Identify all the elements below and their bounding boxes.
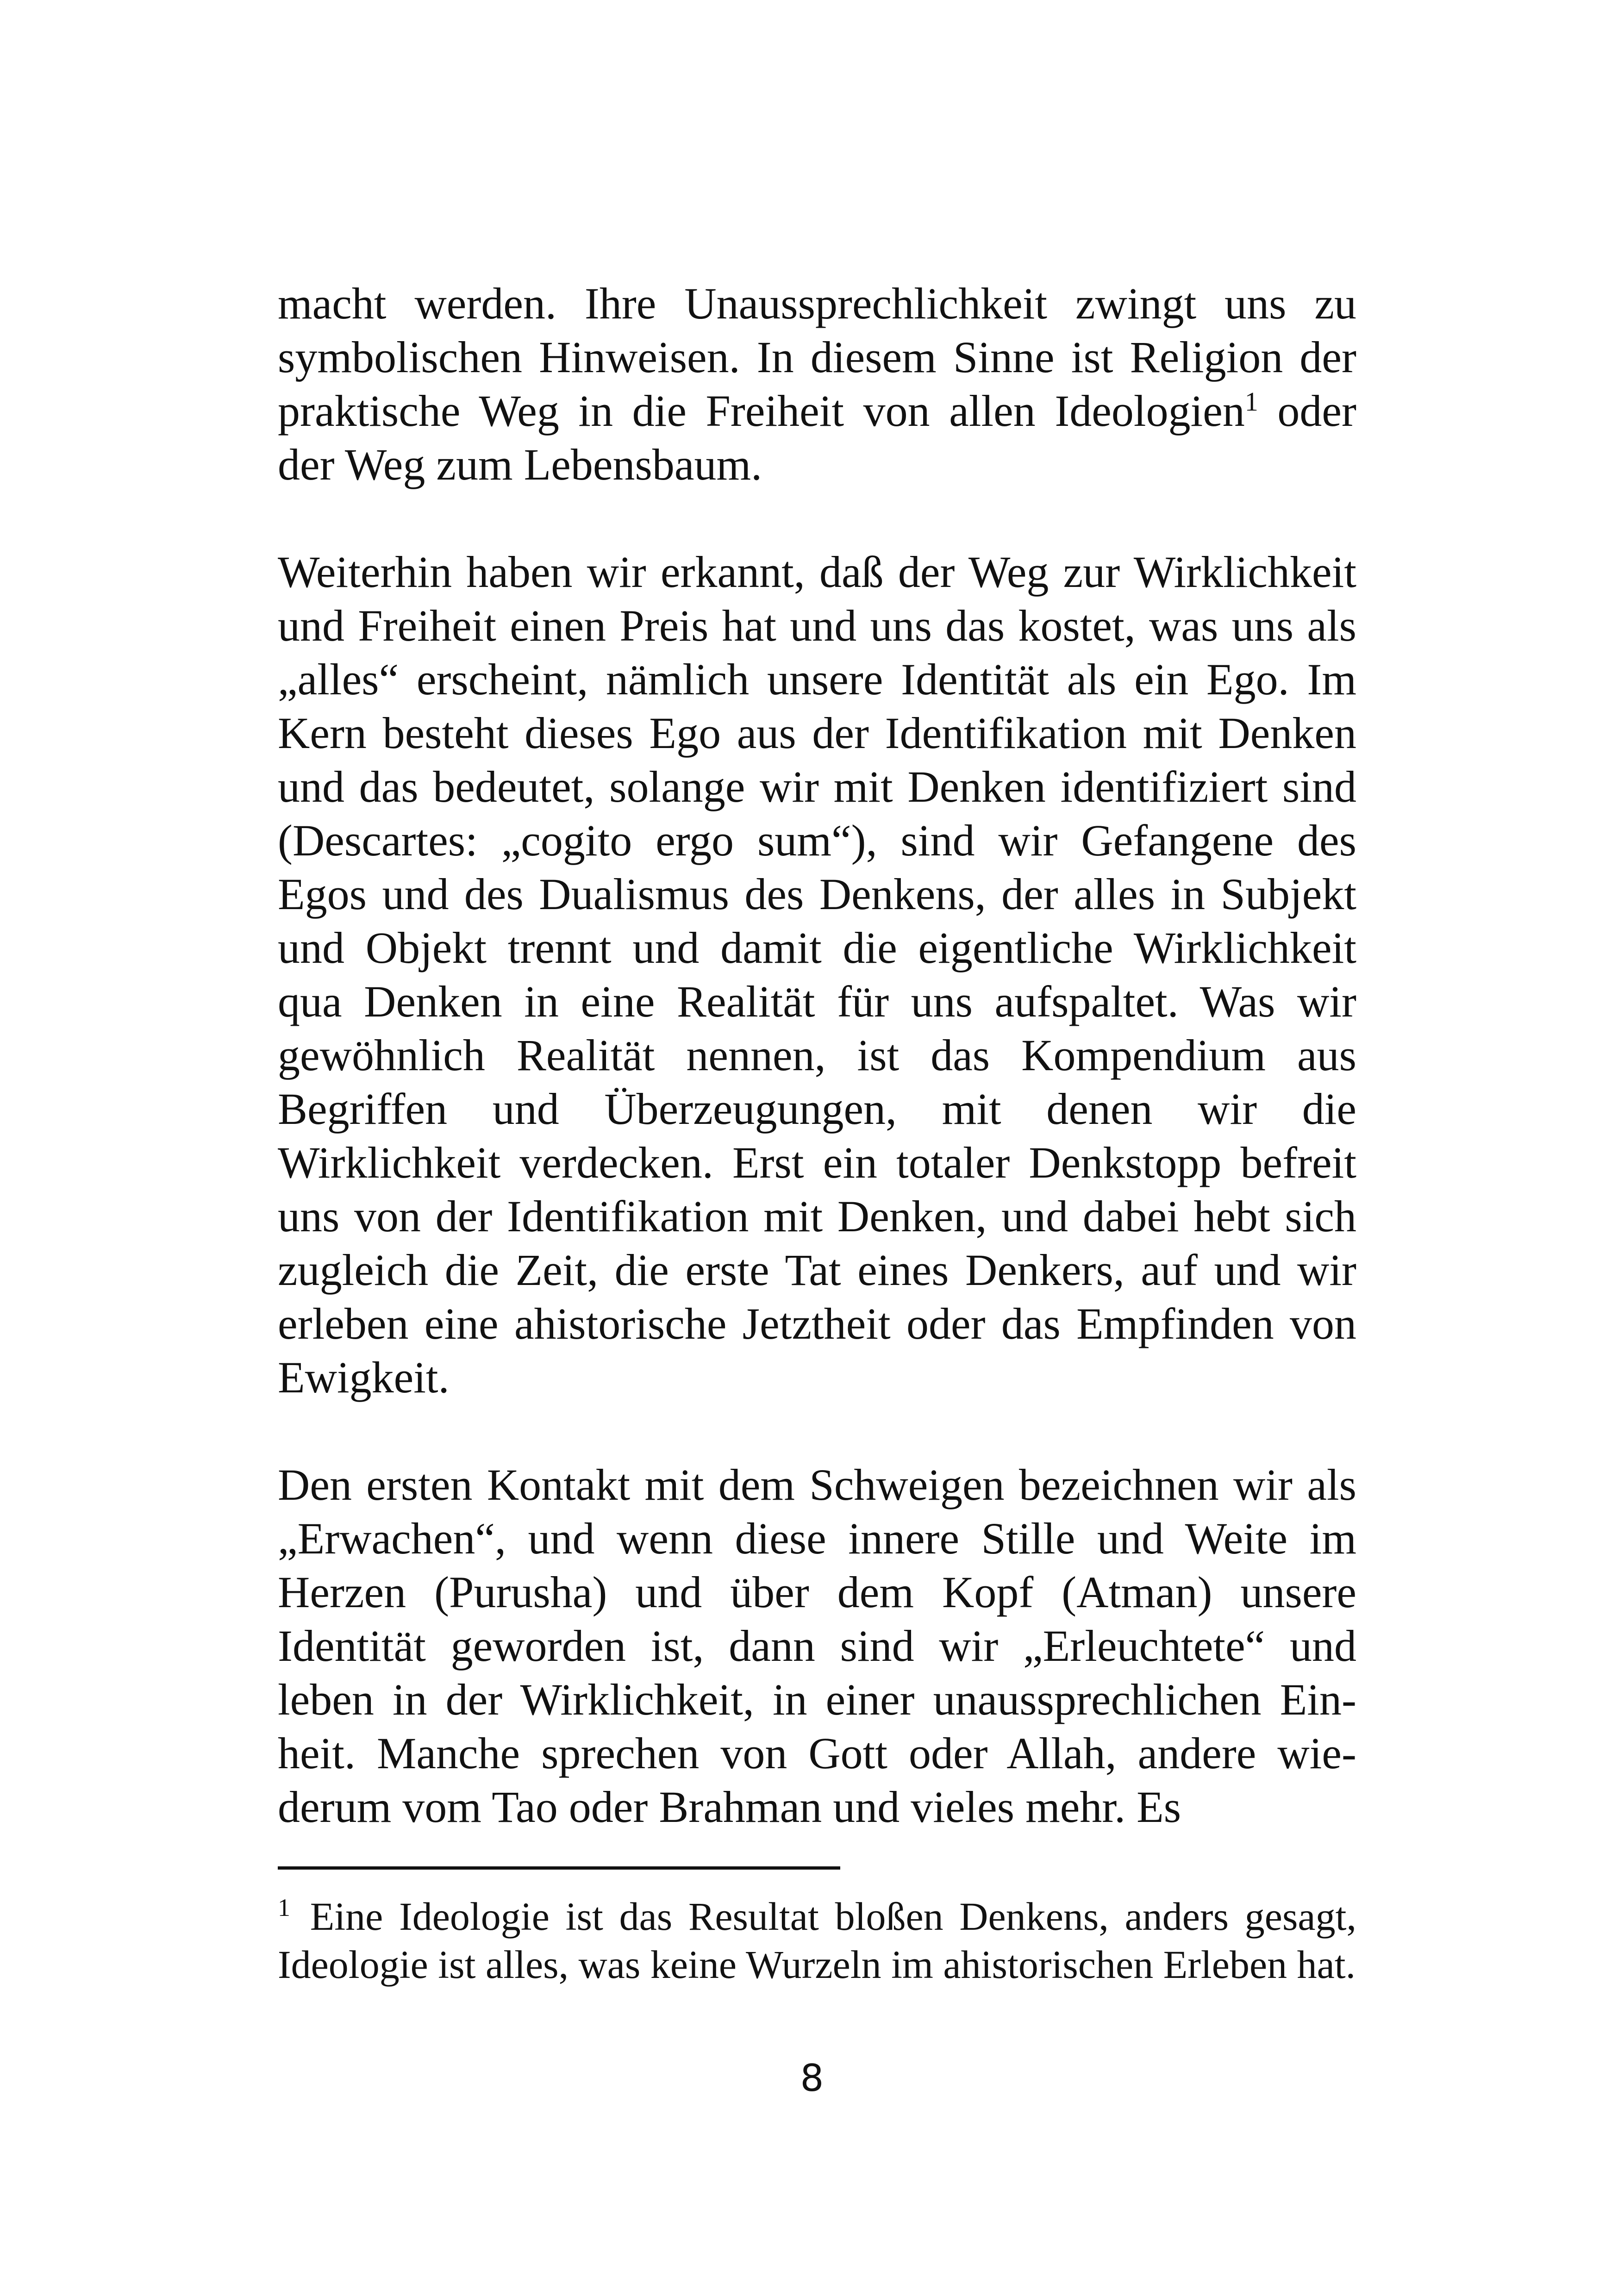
footnote-number: 1	[278, 1894, 290, 1922]
main-text	[278, 277, 1356, 1834]
page-number: 8	[800, 2057, 824, 2100]
footnote-reference: 1	[1244, 387, 1258, 417]
paragraph-3	[278, 1458, 1356, 1834]
paragraph-1	[278, 277, 1356, 492]
footnote-text: Eine Ideologie ist das Resultat bloßen Denkens, anders gesagt, Ideologie ist alles, was keine Wurzeln im ahistorischen Erleben hat.	[278, 1894, 1356, 1987]
footnote	[278, 1892, 1356, 1989]
paragraph-2	[278, 545, 1356, 1404]
paragraph-1-text: macht werden. Ihre Unaussprechlichkeit zwingt uns zu symbolischen Hinweisen. In diesem Sinne ist Religion der praktische Weg in die Freiheit von allen Ideologien	[278, 279, 1356, 436]
paragraph-2-text: Weiterhin haben wir erkannt, daß der Weg zur Wirklichkeit und Freiheit einen Preis hat und uns das kostet, was uns als „alles“ erscheint, nämlich unsere Identität als ein Ego. Im Kern besteht dieses Ego aus der Identifikation mit Denken und das bedeutet, solange wir mit Denken identifiziert sind (Descartes: „cogito ergo sum“), sind wir Gefangene des Egos und des Dualismus des Denkens, der alles in Subjekt und Objekt trennt und damit die eigentliche Wirklichkeit qua Denken in eine Realität für uns aufspaltet. Was wir gewöhnlich Realität nennen, ist das Kompendium aus Begriffen und Überzeugungen, mit denen wir die Wirklichkeit verdecken. Erst ein totaler Denkstopp befreit uns von der Identifikation mit Denken, und dabei hebt sich zugleich die Zeit, die erste Tat eines Denkers, auf und wir erleben eine ahistorische Jetztheit oder das Empfinden von Ewigkeit.	[278, 547, 1356, 1402]
paragraph-1-text-continued: oder der Weg zum Lebensbaum.	[278, 386, 1357, 489]
footnote-separator	[278, 1866, 840, 1870]
paragraph-3-text: Den ersten Kontakt mit dem Schweigen bezeichnen wir als „Erwachen“, und wenn diese innere Stille und Weite im Herzen (Purusha) und über dem Kopf (Atman) unsere Identität geworden ist, dann sind wir „Erleuchtete“ und leben in der Wirklichkeit, in einer unaussprechlichen Einheit. Manche sprechen von Gott oder Allah, andere wiederum vom Tao oder Brahman und vieles mehr. Es	[278, 1460, 1356, 1832]
